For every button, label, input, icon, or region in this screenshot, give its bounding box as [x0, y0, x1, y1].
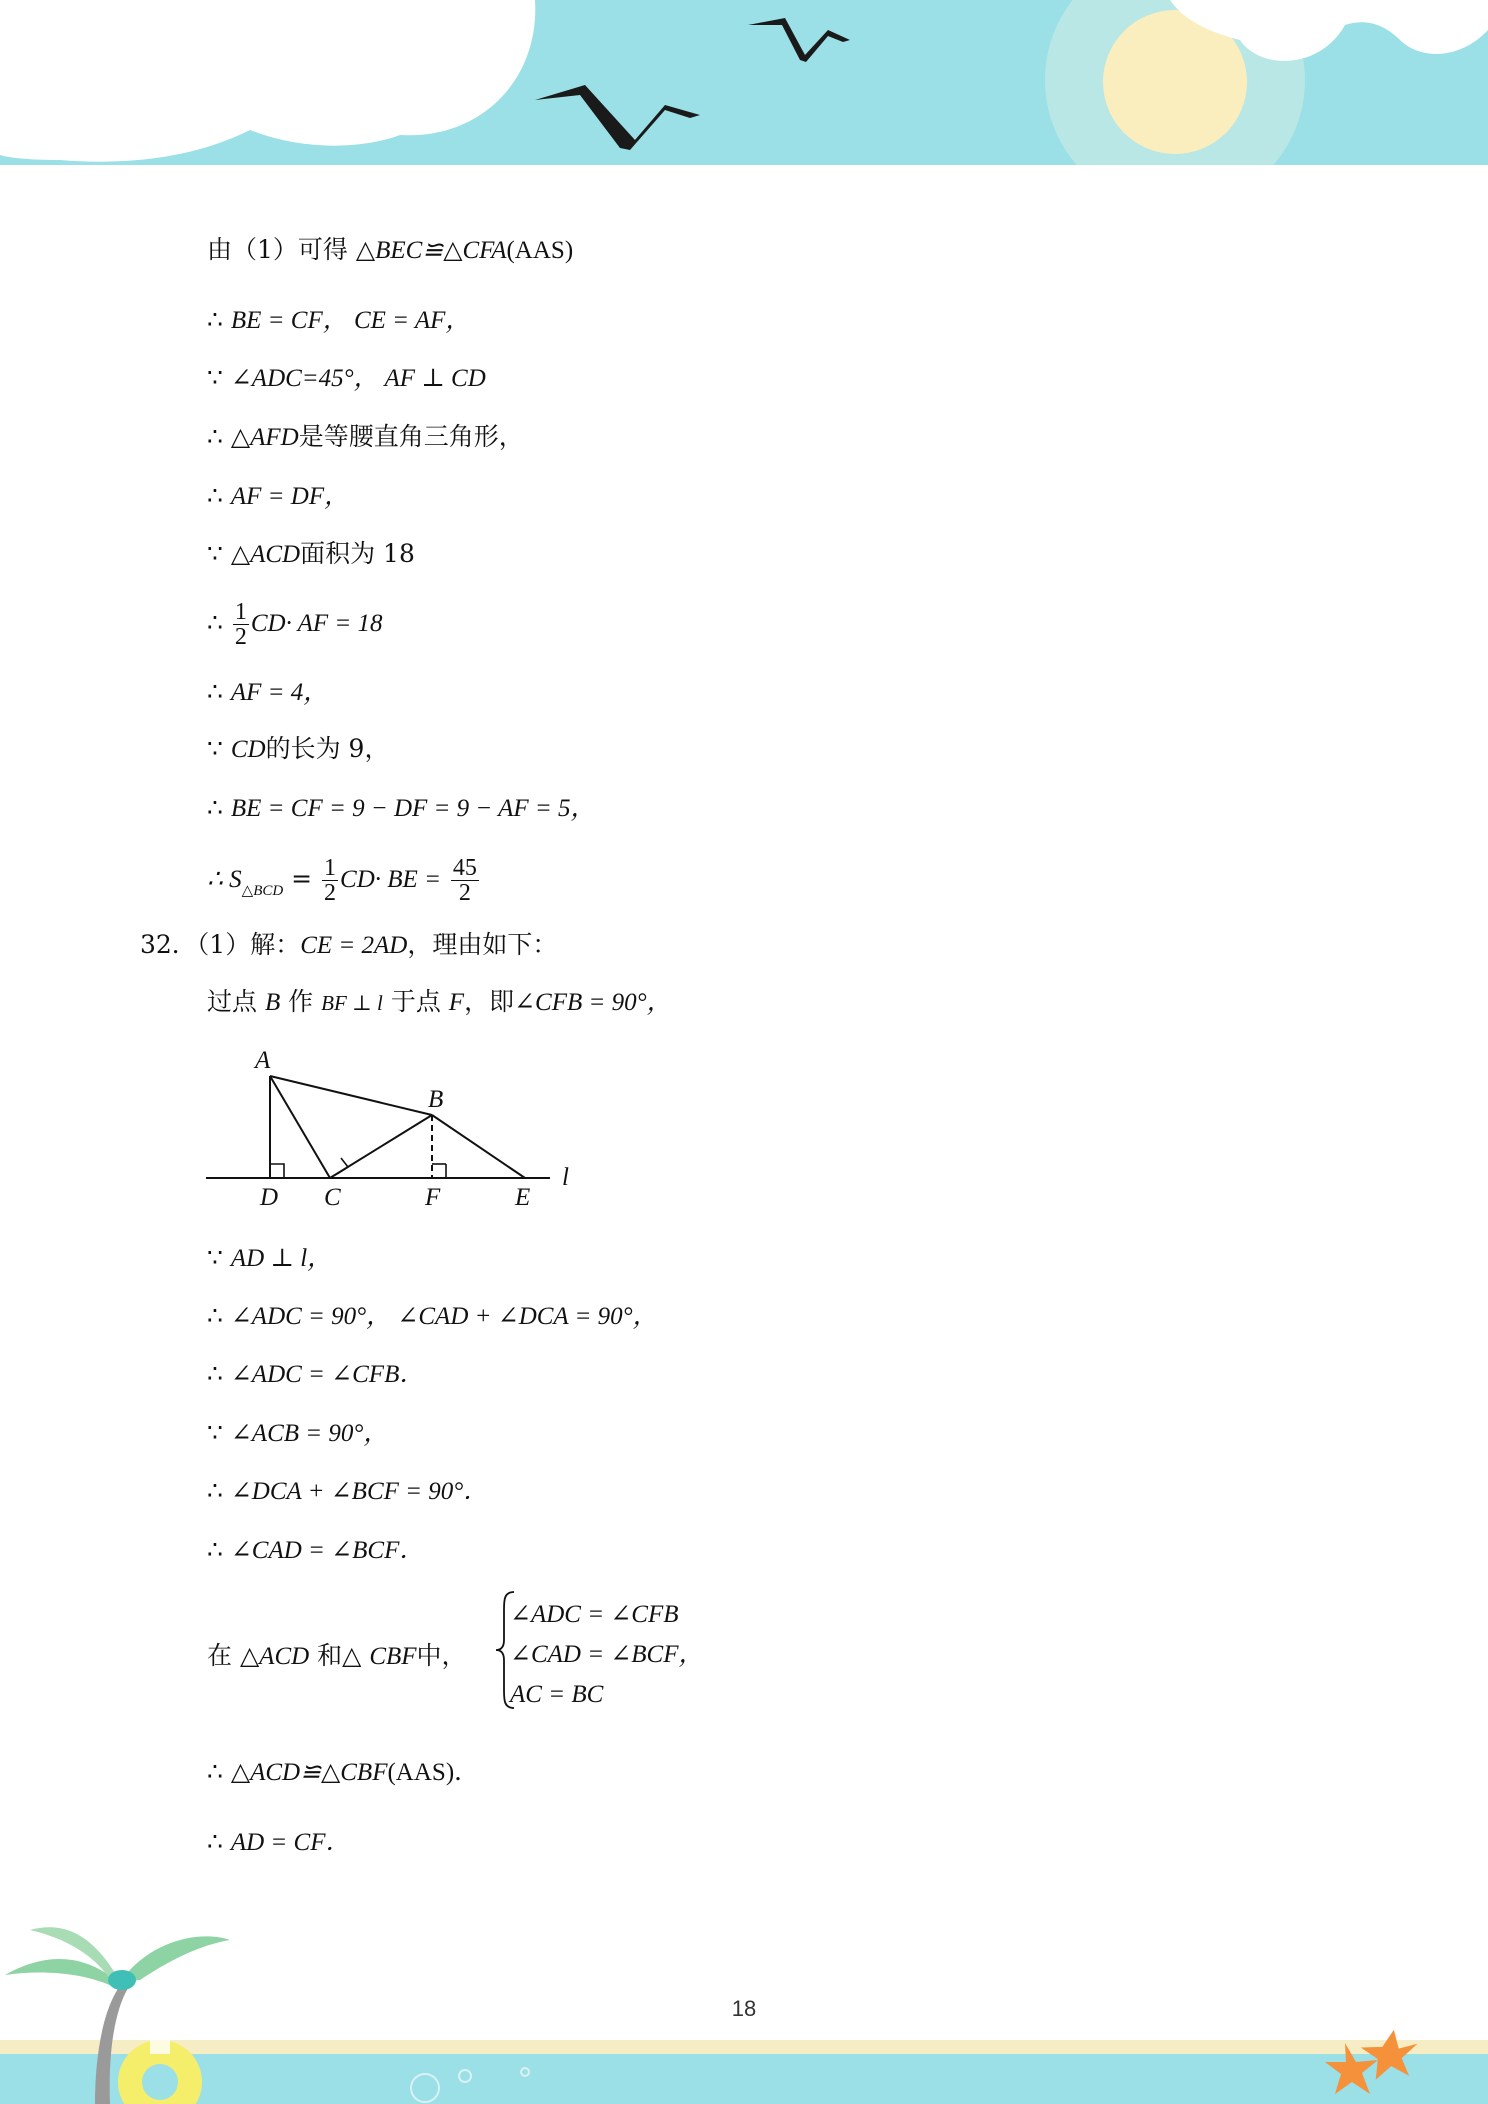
bottom-banner: [0, 1900, 1488, 2104]
segment-ab: [270, 1076, 432, 1115]
geometry-figure: [200, 1040, 590, 1220]
line-4: ∴ △AFD是等腰直角三角形，: [207, 422, 524, 451]
system-eq-2: ∠CAD = ∠BCF，: [510, 1641, 704, 1668]
segment-ac: [270, 1076, 330, 1178]
line-5: ∴ AF = DF，: [207, 481, 350, 510]
proof-step-5: ∴ ∠DCA + ∠BCF = 90°．: [207, 1476, 489, 1505]
line-7: ∴ $\frac{1}{2}$ CD· AF = 18: [207, 599, 383, 650]
problem-32-heading: 32．（1）解：CE = 2AD，理由如下：: [140, 930, 558, 959]
line-9: ∵ CD的长为 9，: [207, 734, 390, 763]
label-a: A: [255, 1047, 271, 1074]
label-b: B: [428, 1086, 444, 1113]
label-e: E: [515, 1184, 531, 1211]
system-eq-1: ∠ADC = ∠CFB: [510, 1601, 679, 1628]
line-10: ∴ BE = CF = 9 − DF = 9 − AF = 5，: [207, 793, 596, 822]
label-c: C: [324, 1184, 341, 1211]
line-3: ∵ ∠ADC=45°， AF ⊥ CD: [207, 363, 486, 392]
line-11: ∴ $S_{\triangle BCD}$ = $\frac{1}{2}$ CD· BE = $\frac{45}{2}$: [207, 855, 477, 906]
line-6: ∵ △ACD面积为 18: [207, 539, 415, 568]
line-8: ∴ AF = 4，: [207, 677, 329, 706]
label-d: D: [260, 1184, 279, 1211]
system-eq-3: AC = BC: [510, 1681, 604, 1708]
proof-step-4: ∵ ∠ACB = 90°，: [207, 1418, 389, 1447]
proof-step-2: ∴ ∠ADC = 90°， ∠CAD + ∠DCA = 90°，: [207, 1301, 658, 1330]
line-1: 由（1）可得 △BEC≌△CFA(AAS): [207, 235, 574, 264]
sand-strip: [0, 2040, 1488, 2054]
conclusion-2: ∴ AD = CF．: [207, 1827, 351, 1856]
conclusion-1: ∴ △ACD≌△CBF(AAS)．: [207, 1757, 480, 1786]
construction-line: 过点 B 作 BF ⊥ l 于点 F，即∠CFB = 90°，: [207, 987, 672, 1016]
proof-step-6: ∴ ∠CAD = ∠BCF．: [207, 1535, 425, 1564]
palm-leaf-icon: [120, 1936, 230, 1982]
page-number: 18: [731, 1996, 757, 2021]
fraction-half: $\frac{1}{2}$: [234, 599, 247, 650]
proof-step-3: ∴ ∠ADC = ∠CFB．: [207, 1359, 425, 1388]
system-intro: 在 △ACD 和△ CBF中，: [207, 1641, 467, 1670]
line-2: ∴ BE = CF， CE = AF，: [207, 305, 471, 334]
proof-step-1: ∵ AD ⊥ l，: [207, 1243, 333, 1272]
top-banner: [0, 0, 1488, 165]
fraction-result: $\frac{45}{2}$: [452, 855, 477, 906]
right-angle-d: [270, 1164, 284, 1178]
label-l: l: [562, 1164, 569, 1191]
sea-strip: [0, 2054, 1488, 2104]
label-f: F: [425, 1184, 441, 1211]
fraction-half-2: $\frac{1}{2}$: [324, 855, 337, 906]
coconut-icon: [108, 1970, 136, 1990]
